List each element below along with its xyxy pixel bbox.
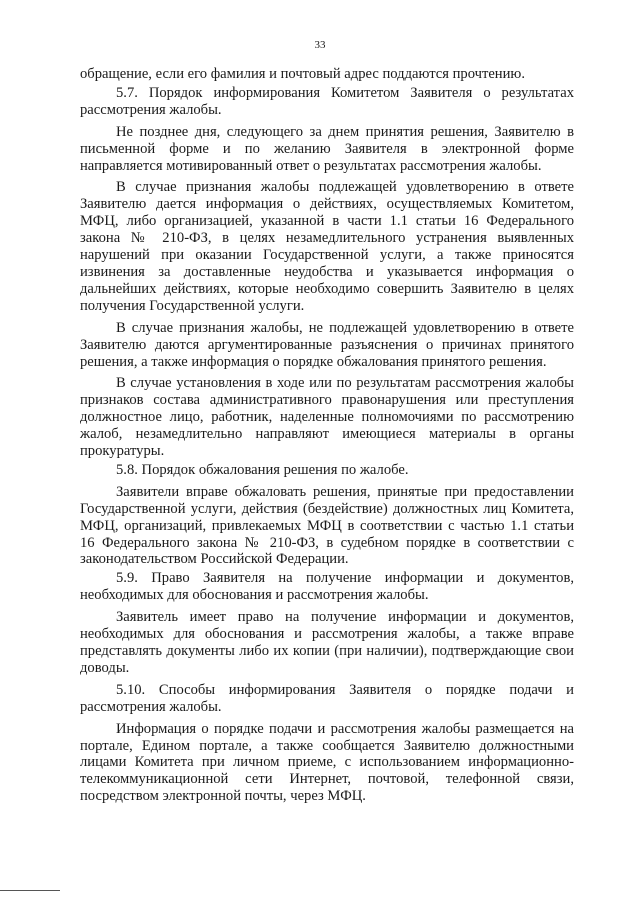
document-body [80,66,574,805]
section-heading: 5.10. Способы информирования Заявителя о порядке подачи и рассмотрения жалобы. [80,681,574,715]
paragraph: Не позднее дня, следующего за днем принятия решения, Заявителю в письменной форме и по желанию Заявителя в электронной форме направляется мотивированный ответ о результатах рассмотрения жалобы. [80,123,574,174]
paragraph: В случае признания жалобы подлежащей удовлетворению в ответе Заявителю дается информация о действиях, осуществляемых Комитетом, МФЦ, либо организацией, указанной в части 1.1 статьи 16 Федерального закона № 210-ФЗ, в целях незамедлительного устранения выявленных нарушений при оказании Государственной услуги, а также приносятся извинения за доставленные неудобства и указывается информация о дальнейших действиях, которые необходимо совершить Заявителю в целях получения Государственной услуги. [80,179,574,314]
section-heading: 5.7. Порядок информирования Комитетом Заявителя о результатах рассмотрения жалобы. [80,84,574,118]
paragraph: Заявитель имеет право на получение информации и документов, необходимых для обоснования и рассмотрения жалобы, а также вправе представлять документы либо их копии (при наличии), подтверждающие свои доводы. [80,609,574,676]
section-heading: 5.8. Порядок обжалования решения по жалобе. [116,461,409,478]
section-heading: 5.9. Право Заявителя на получение информации и документов, необходимых для обоснования и рассмотрения жалобы. [80,570,574,604]
paragraph: Заявители вправе обжаловать решения, принятые при предоставлении Государственной услуги, действия (бездействие) должностных лиц Комитета, МФЦ, организаций, привлекаемых МФЦ в соответствии с частью 1.1 статьи 16 Федерального закона № 210-ФЗ, в судебном порядке в соответствии с законодательством Российской Федерации. [80,483,574,568]
paragraph: обращение, если его фамилия и почтовый адрес поддаются прочтению. [80,66,525,82]
paragraph: В случае признания жалобы, не подлежащей удовлетворению в ответе Заявителю даются аргументированные разъяснения о причинах принятого решения, а также информация о порядке обжалования принятого решения. [80,319,574,370]
paragraph: Информация о порядке подачи и рассмотрения жалобы размещается на портале, Едином портале, а также сообщается Заявителю должностными лицами Комитета при личном приеме, с использованием информационно-телекоммуникационной сети Интернет, почтовой, телефонной связи, посредством электронной почты, через МФЦ. [80,720,574,805]
page-number: 33 [314,39,326,51]
footnote-rule [0,890,60,891]
paragraph: В случае установления в ходе или по результатам рассмотрения жалобы признаков состава административного правонарушения или преступления должностное лицо, работник, наделенные полномочиями по рассмотрению жалоб, незамедлительно направляют имеющиеся материалы в органы прокуратуры. [80,375,574,460]
